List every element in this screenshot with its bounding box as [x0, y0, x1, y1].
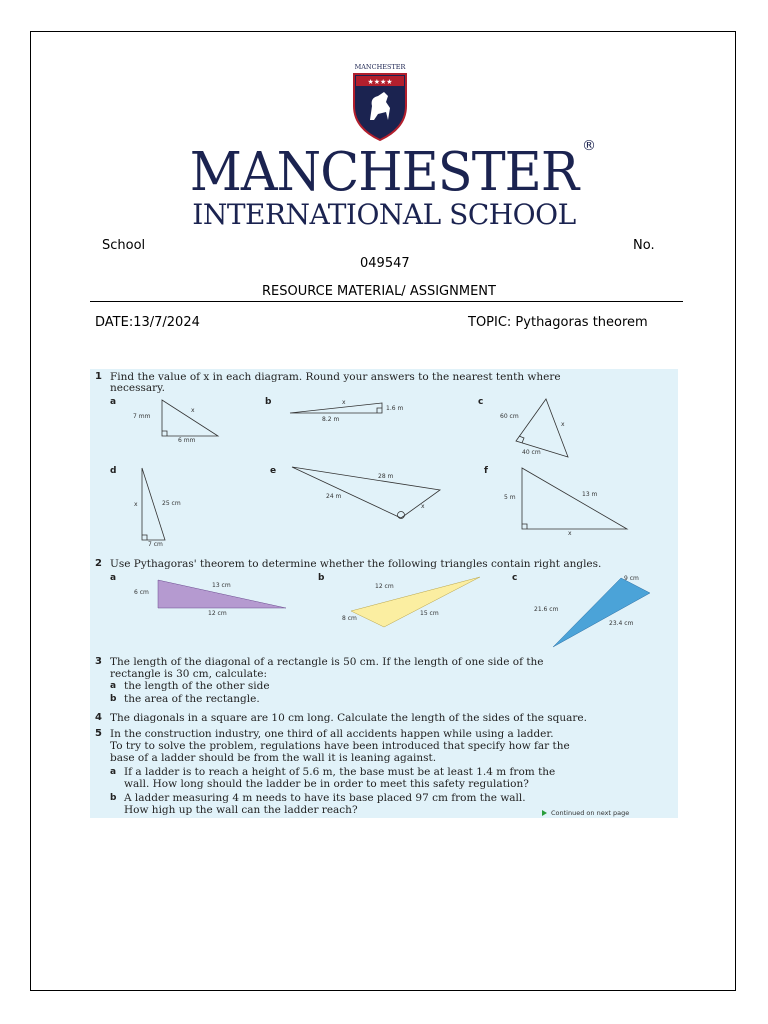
- q2c-label3: 23.4 cm: [609, 620, 634, 627]
- q2b-letter: b: [318, 573, 325, 583]
- q2c-label1: 9 cm: [624, 575, 639, 582]
- q1d-label1: x: [134, 501, 138, 508]
- triangle-q1a: [162, 400, 218, 436]
- q1e-letter: e: [270, 466, 277, 476]
- q4-text: The diagonals in a square are 10 cm long. Calculate the length of the sides of the square.: [110, 712, 587, 724]
- q1b-label1: x: [342, 399, 346, 406]
- school-crest-logo: [348, 62, 412, 142]
- q2a-letter: a: [110, 573, 117, 583]
- header-divider: [90, 301, 683, 302]
- school-label: School: [102, 238, 146, 253]
- q2b-label2: 8 cm: [342, 615, 357, 622]
- crest-text: MANCHESTER: [354, 63, 406, 71]
- q2-text: Use Pythagoras' theorem to determine whether the following triangles contain right angles.: [110, 558, 602, 570]
- q3b-letter: b: [110, 694, 117, 704]
- q3-text-line1: The length of the diagonal of a rectangle is 50 cm. If the length of one side of the: [110, 656, 544, 668]
- q2-number: 2: [95, 558, 102, 569]
- q5b-text-line2: How high up the wall can the ladder reach?: [124, 804, 358, 816]
- q1f-letter: f: [484, 466, 488, 476]
- q1f-label1: 5 m: [504, 494, 516, 501]
- q5a-text-line2: wall. How long should the ladder be in order to meet this safety regulation?: [124, 778, 529, 790]
- q5b-letter: b: [110, 793, 117, 803]
- triangle-q2b: [351, 577, 480, 627]
- q3-text-line2: rectangle is 30 cm, calculate:: [110, 668, 268, 680]
- q1a-label2: x: [191, 407, 195, 414]
- q2a-label2: 13 cm: [212, 582, 231, 589]
- q1e-label1: 28 m: [378, 473, 394, 480]
- triangle-q1e: [292, 467, 440, 518]
- q5-text-line3: base of a ladder should be from the wall it is leaning against.: [110, 752, 437, 764]
- q1e-label3: x: [421, 503, 425, 510]
- q1c-label1: 60 cm: [500, 413, 519, 420]
- q5-text-line1: In the construction industry, one third of all accidents happen while using a ladder.: [110, 728, 554, 740]
- q1d-letter: d: [110, 466, 117, 476]
- q5b-text-line1: A ladder measuring 4 m needs to have its base placed 97 cm from the wall.: [124, 792, 526, 804]
- date-field: DATE:13/7/2024: [95, 315, 200, 330]
- document-title: RESOURCE MATERIAL/ ASSIGNMENT: [262, 284, 496, 299]
- document-number: 049547: [360, 256, 410, 271]
- q1a-letter: a: [110, 397, 117, 407]
- q1c-label2: x: [561, 421, 565, 428]
- continued-arrow-icon: [542, 810, 547, 816]
- q2a-label3: 12 cm: [208, 610, 227, 617]
- registered-mark: ®: [582, 138, 596, 154]
- q3a-letter: a: [110, 681, 117, 691]
- q2b-label1: 12 cm: [375, 583, 394, 590]
- topic-field: TOPIC: Pythagoras theorem: [468, 315, 648, 330]
- triangle-q2c: [553, 578, 650, 647]
- q1-text-line1: Find the value of x in each diagram. Round your answers to the nearest tenth where: [110, 371, 561, 383]
- q1e-label2: 24 m: [326, 493, 342, 500]
- q3b-text: the area of the rectangle.: [124, 693, 260, 705]
- q1-number: 1: [95, 371, 102, 382]
- q1c-label3: 40 cm: [522, 449, 541, 456]
- q5-text-line2: To try to solve the problem, regulations have been introduced that specify how far the: [110, 740, 570, 752]
- q1f-label2: 13 m: [582, 491, 598, 498]
- q1b-label2: 1.6 m: [386, 405, 404, 412]
- continued-note: Continued on next page: [551, 809, 630, 817]
- q1a-label1: 7 mm: [133, 413, 151, 420]
- q1-text-line2: necessary.: [110, 382, 166, 394]
- q2a-label1: 6 cm: [134, 589, 149, 596]
- q4-number: 4: [95, 712, 102, 723]
- triangle-q1b: [290, 403, 382, 413]
- no-label: No.: [633, 238, 655, 253]
- q1f-label3: x: [568, 530, 572, 537]
- q5a-text-line1: If a ladder is to reach a height of 5.6 m, the base must be at least 1.4 m from the: [124, 766, 556, 778]
- q1b-letter: b: [265, 397, 272, 407]
- svg-text:★★★★: ★★★★: [367, 78, 393, 86]
- q1a-label3: 6 mm: [178, 437, 196, 444]
- q5-number: 5: [95, 728, 102, 739]
- worksheet-image: [90, 369, 678, 818]
- q1c-letter: c: [478, 397, 484, 407]
- q2b-label3: 15 cm: [420, 610, 439, 617]
- q1b-label3: 8.2 m: [322, 416, 340, 423]
- brand-name-line2: INTERNATIONAL SCHOOL: [192, 198, 576, 231]
- q5a-letter: a: [110, 767, 117, 777]
- brand-name-line1: MANCHESTER: [189, 142, 579, 203]
- q3a-text: the length of the other side: [124, 680, 270, 692]
- q3-number: 3: [95, 656, 102, 667]
- q1d-label3: 7 cm: [148, 541, 163, 548]
- q1d-label2: 25 cm: [162, 500, 181, 507]
- q2c-label2: 21.6 cm: [534, 606, 559, 613]
- q2c-letter: c: [512, 573, 518, 583]
- triangle-q1f: [522, 468, 627, 529]
